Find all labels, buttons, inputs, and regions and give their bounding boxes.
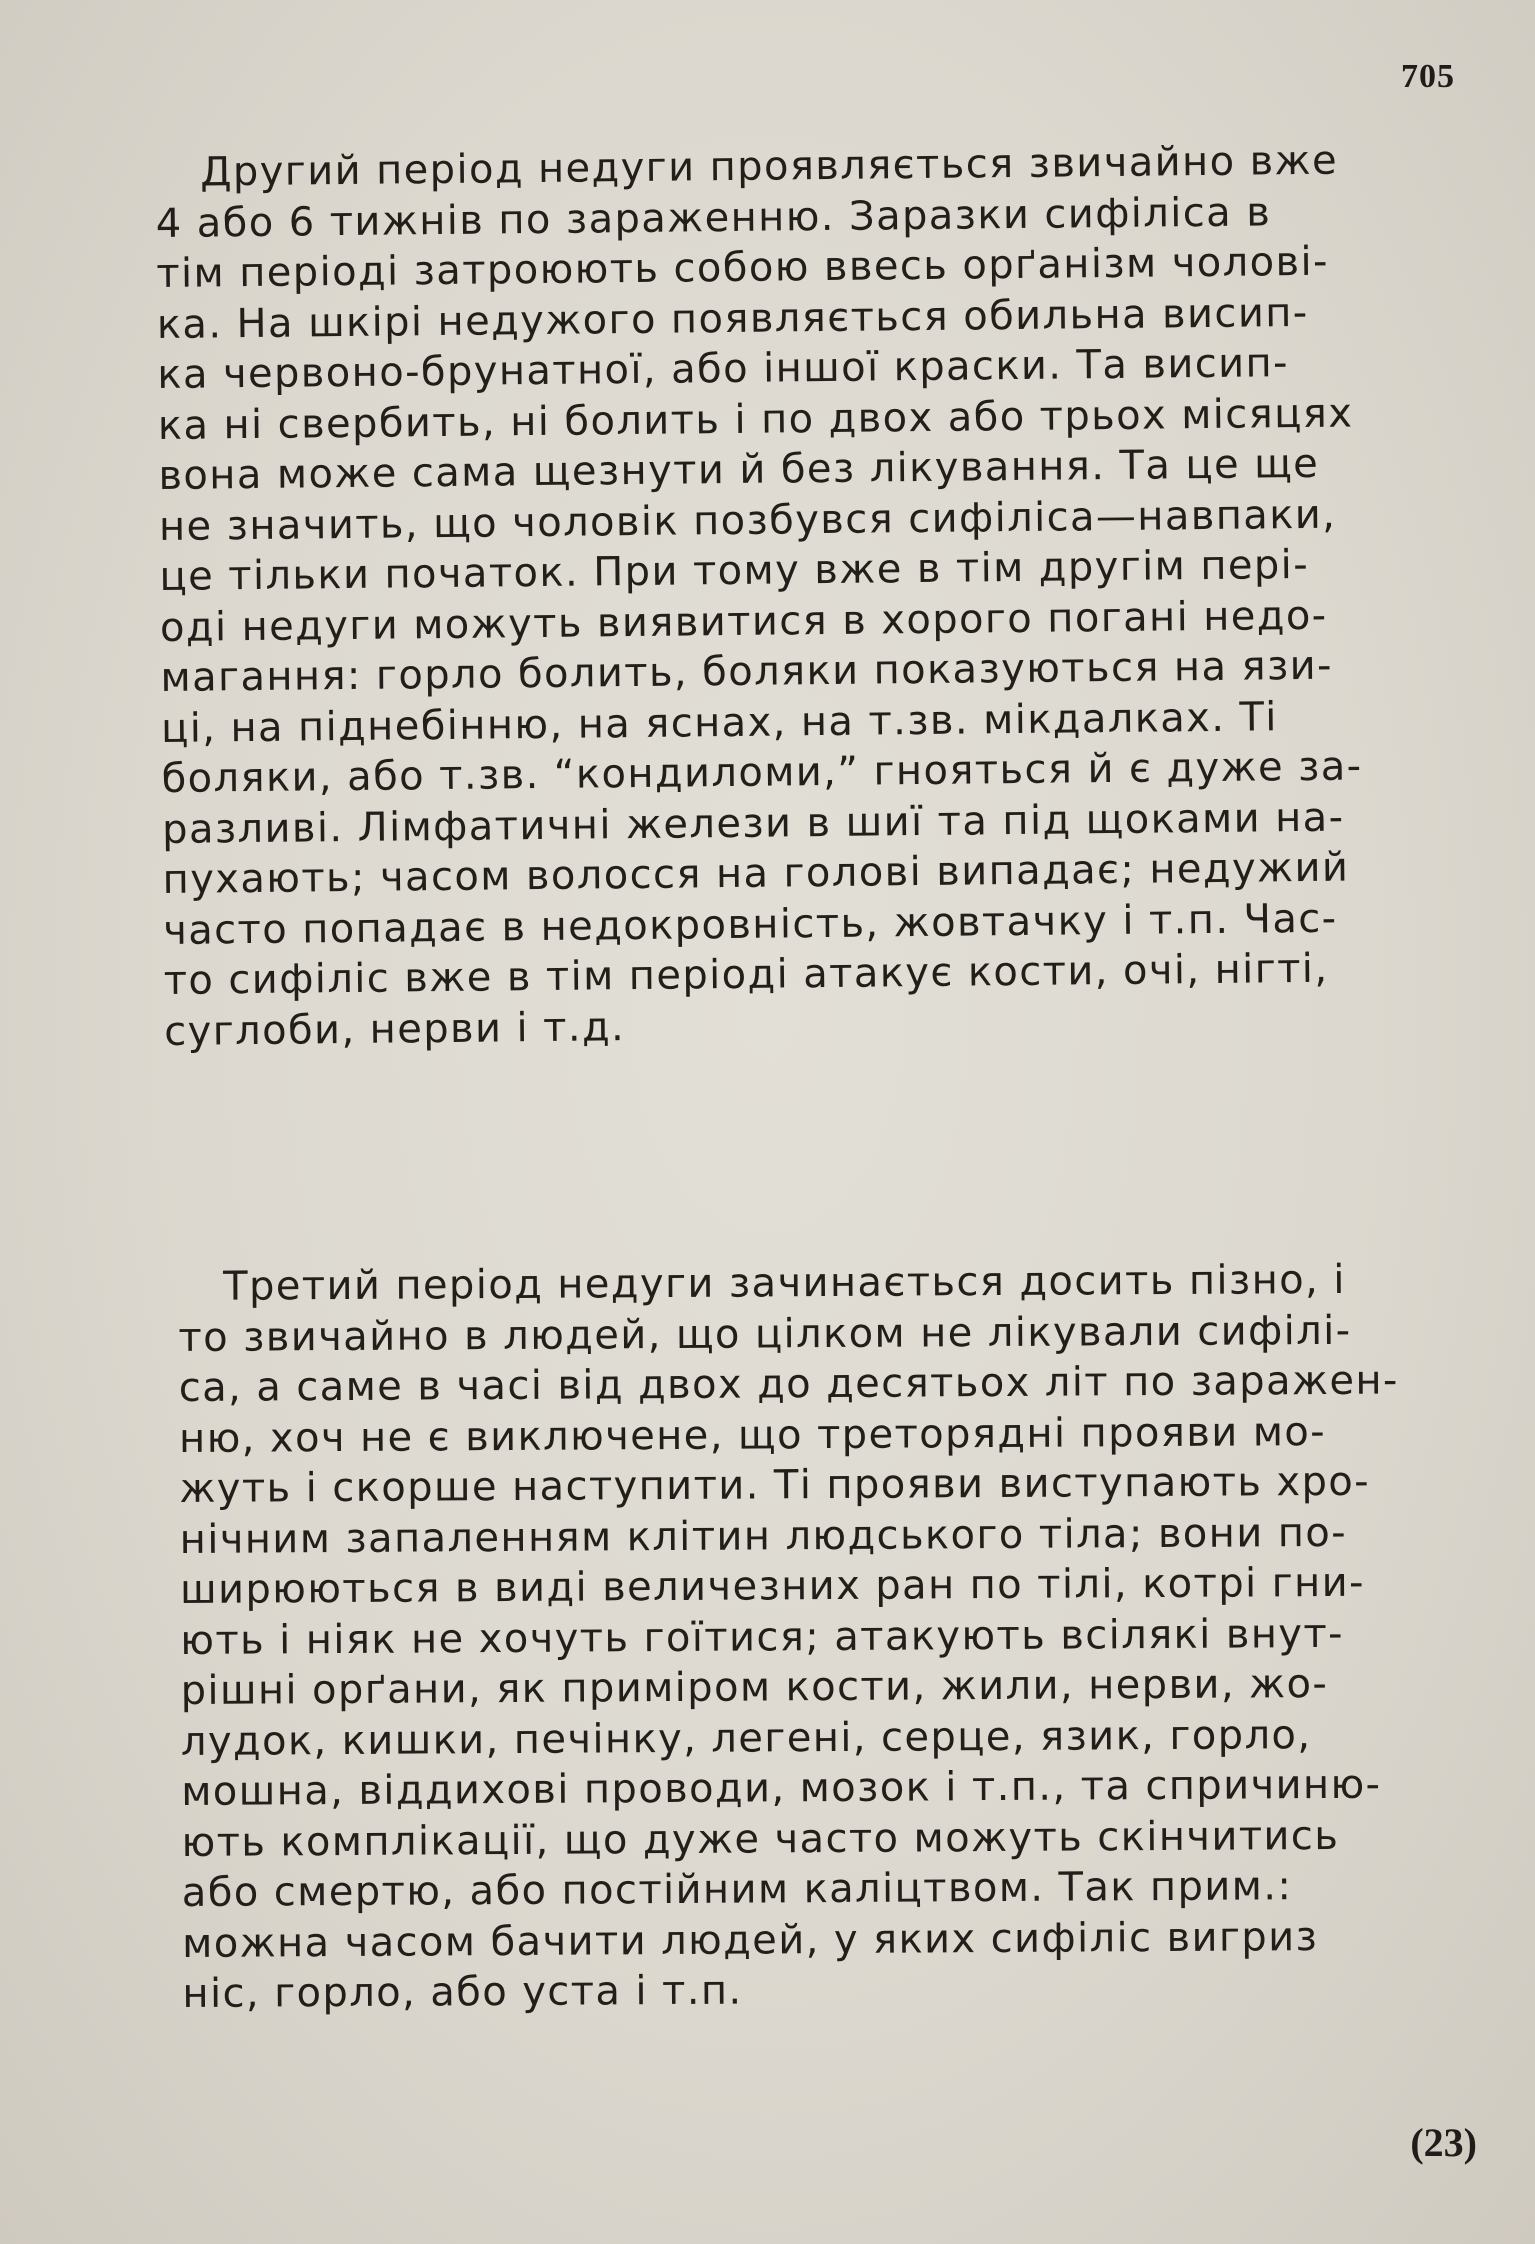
text-line: са, а саме в часі від двох до десятьох літ по заражен- — [178, 1357, 1399, 1411]
text-line: ці, на піднебінню, на яснах, на т.зв. мікдалках. Ті — [160, 693, 1279, 752]
text-line: боляки, або т.зв. “кондиломи,” гнояться й є дуже за- — [161, 743, 1363, 802]
text-line: ніс, горло, або уста і т.п. — [182, 1967, 743, 2017]
text-line: то сифіліс вже в тім періоді атакує кости, очі, нігті, — [163, 945, 1329, 1004]
text-line: суглоби, нерви і т.д. — [164, 1003, 626, 1055]
text-line: Другий період недуги проявляється звичайно вже — [200, 137, 1339, 196]
text-line: ширюються в виді величезних ран по тілі, котрі гни- — [179, 1559, 1366, 1613]
text-line: це тільки початок. При тому вже в тім другім пері- — [159, 541, 1310, 600]
text-line: то звичайно в людей, що цілком не лікували сифілі- — [178, 1307, 1352, 1361]
text-line: ка. На шкірі недужого появляється обильна висип- — [156, 289, 1309, 348]
text-line: 4 або 6 тижнів по зараженню. Заразки сифіліса в — [155, 188, 1272, 247]
text-line: оді недуги можуть виявитися в хорого погані недо- — [159, 592, 1328, 651]
text-line: ка червоно-брунатної, або іншої краски. Та висип- — [157, 340, 1290, 398]
text-line: пухають; часом волосся на голові випадає; недужий — [162, 844, 1350, 903]
text-line: нічним запаленням клітин людського тіла; вони по- — [179, 1509, 1348, 1563]
text-line: можна часом бачити людей, у яких сифіліс вигриз — [182, 1913, 1319, 1967]
text-line: ка ні свербить, ні болить і по двох або трьох місяцях — [157, 389, 1354, 449]
text-line: лудок, кишки, печінку, легені, серце, язик, горло, — [180, 1711, 1312, 1765]
text-line: жуть і скорше наступити. Ті прояви виступають хро- — [179, 1458, 1371, 1512]
text-line: вона може сама щезнути й без лікування. Та це ще — [158, 440, 1320, 499]
signature-mark: (23) — [1410, 2120, 1477, 2165]
text-line: не значить, що чоловік позбувся сифіліса—навпаки, — [158, 491, 1337, 550]
text-line: ють і ніяк не хочуть гоїтися; атакують всілякі внут- — [180, 1610, 1345, 1664]
paragraph-second-period — [155, 134, 1464, 1057]
text-line: Третий період недуги зачинається досить пізно, і — [223, 1256, 1346, 1310]
text-line: ню, хоч не є виключене, що треторядні прояви мо- — [178, 1408, 1327, 1462]
text-line: разливі. Лімфатичні желези в шиї та під щоками на- — [161, 794, 1345, 853]
text-line: тім періоді затроюють собою ввесь орґанізм чолові- — [156, 238, 1330, 297]
text-line: часто попадає в недокровність, жовтачку і т.п. Час- — [162, 895, 1338, 954]
text-line: магання: горло болить, боляки показуються на язи- — [160, 642, 1334, 701]
text-line: рішні орґани, як приміром кости, жили, нерви, жо- — [180, 1660, 1329, 1714]
text-line: ють комплікації, що дуже часто можуть скінчитись — [181, 1812, 1340, 1866]
paragraph-third-period — [178, 1254, 1483, 2019]
text-line: мошна, віддихові проводи, мозок і т.п., та спричиню- — [181, 1761, 1382, 1815]
text-line: або смертю, або постійним каліцтвом. Так прим.: — [181, 1863, 1293, 1916]
page-number: 705 — [1401, 58, 1455, 95]
